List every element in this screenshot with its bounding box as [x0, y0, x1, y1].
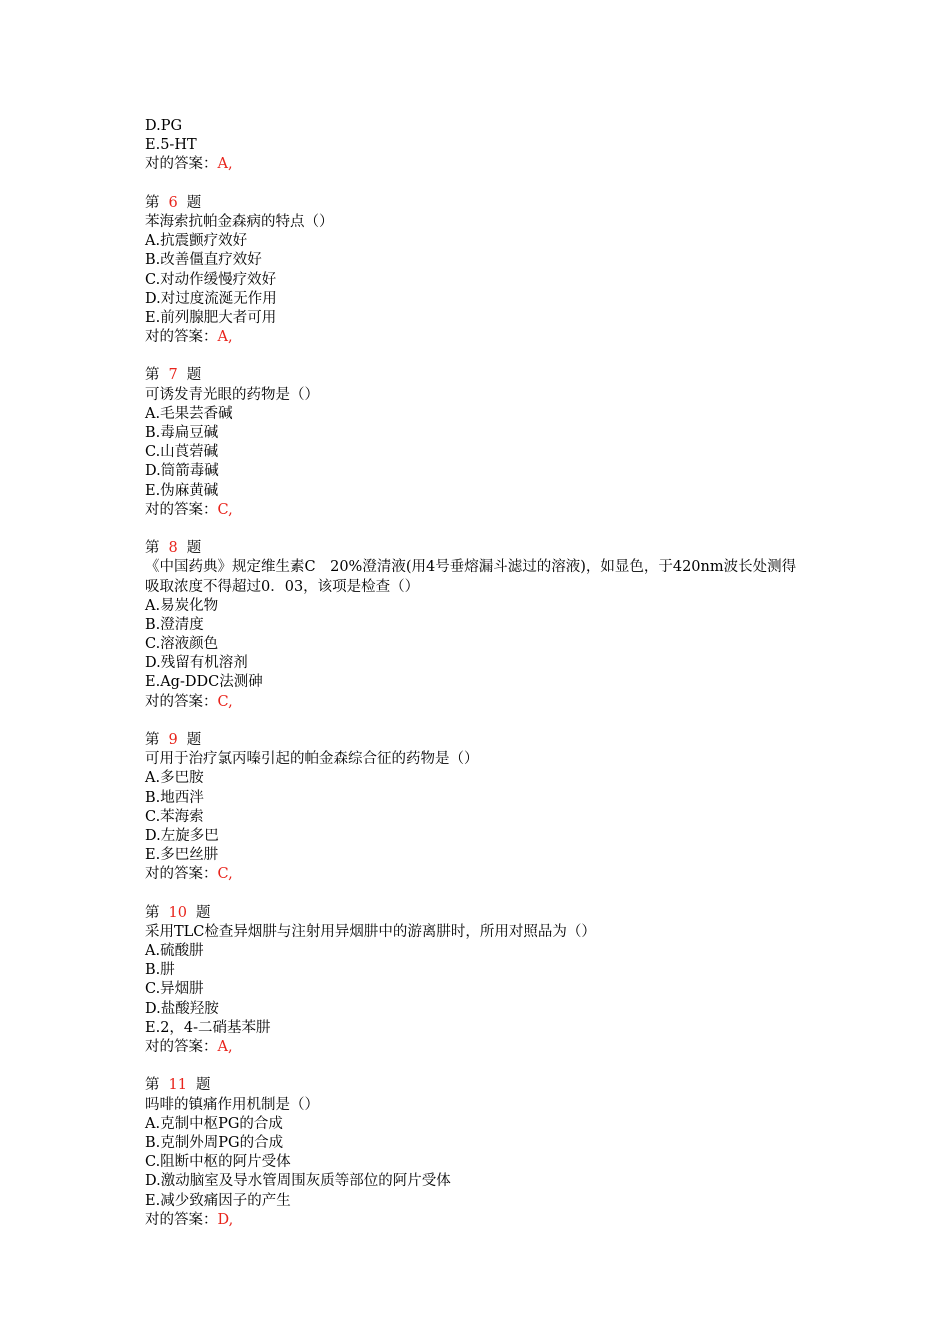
- option-line: B.毒扁豆碱: [145, 425, 219, 441]
- spacer: [145, 712, 845, 731]
- question-number: 10: [168, 904, 187, 921]
- question-stem: 苯海索抗帕金森病的特点（）: [145, 213, 334, 230]
- question-word-after: 题: [195, 1077, 211, 1094]
- question-word-before: 第: [145, 194, 160, 211]
- spacer: [145, 520, 845, 539]
- question-stem: 采用TLC检查异烟肼与注射用异烟肼中的游离肼时，所用对照品为（）: [145, 923, 596, 940]
- question-block: [145, 1076, 845, 1230]
- answer-label: 对的答案：: [145, 693, 218, 710]
- option-line: D.残留有机溶剂: [145, 655, 248, 672]
- question-number: 8: [168, 540, 178, 557]
- option-line: C.溶液颜色: [145, 636, 219, 653]
- question-word-before: 第: [145, 1077, 160, 1094]
- option-line: E.Ag-DDC法测砷: [145, 674, 263, 691]
- option-line: E.2，4-二硝基苯肼: [145, 1019, 271, 1036]
- lead-block: [145, 117, 845, 175]
- question-heading: [145, 194, 845, 213]
- option-line: E.5-HT: [145, 137, 197, 154]
- question-word-before: 第: [145, 904, 160, 921]
- question-block: [145, 539, 845, 712]
- question-word-before: 第: [145, 367, 160, 384]
- answer-value: C,: [217, 693, 233, 710]
- answer-label: 对的答案：: [145, 866, 218, 883]
- option-line: A.毛果芸香碱: [145, 405, 233, 422]
- question-number: 11: [168, 1077, 187, 1094]
- option-line: B.克制外周PG的合成: [145, 1134, 284, 1151]
- question-number: 9: [168, 732, 178, 749]
- option-line: B.地西泮: [145, 789, 204, 806]
- question-stem: 《中国药典》规定维生素C 20%澄清液(用4号垂熔漏斗滤过的溶液)，如显色，于420nm波长处测得吸取浓度不得超过0．03，该项是检查（）: [145, 559, 797, 595]
- question-stem: 吗啡的镇痛作用机制是（）: [145, 1096, 319, 1113]
- answer-line: [145, 1211, 845, 1230]
- option-line: A.克制中枢PG的合成: [145, 1115, 283, 1132]
- answer-line: [145, 155, 845, 174]
- answer-value: A,: [217, 329, 233, 346]
- option-line: A.易炭化物: [145, 597, 219, 614]
- answer-value: D,: [217, 1211, 234, 1228]
- answer-line: [145, 328, 845, 347]
- answer-line: [145, 693, 845, 712]
- question-block: [145, 731, 845, 885]
- answer-value: A,: [217, 156, 233, 173]
- question-stem: 可诱发青光眼的药物是（）: [145, 386, 319, 403]
- question-number: 6: [168, 194, 178, 211]
- question-heading: [145, 539, 845, 558]
- answer-label: 对的答案：: [145, 501, 218, 518]
- answer-line: [145, 1038, 845, 1057]
- question-word-after: 题: [195, 904, 211, 921]
- answer-value: C,: [217, 501, 233, 518]
- question-block: [145, 904, 845, 1058]
- question-word-after: 题: [186, 367, 202, 384]
- option-line: A.硫酸肼: [145, 943, 204, 960]
- option-line: D.对过度流涎无作用: [145, 290, 277, 307]
- spacer: [145, 1057, 845, 1076]
- option-line: E.前列腺肥大者可用: [145, 309, 277, 326]
- option-line: D.PG: [145, 118, 183, 134]
- question-word-after: 题: [186, 732, 202, 749]
- option-line: E.减少致痛因子的产生: [145, 1192, 291, 1209]
- spacer: [145, 347, 845, 366]
- question-heading: [145, 731, 845, 750]
- option-line: B.改善僵直疗效好: [145, 252, 262, 269]
- option-line: D.左旋多巴: [145, 827, 219, 844]
- option-line: D.激动脑室及导水管周围灰质等部位的阿片受体: [145, 1173, 451, 1190]
- answer-line: [145, 865, 845, 884]
- question-word-before: 第: [145, 540, 160, 557]
- option-line: A.抗震颤疗效好: [145, 233, 248, 250]
- answer-line: [145, 501, 845, 520]
- option-line: C.阻断中枢的阿片受体: [145, 1154, 291, 1171]
- question-stem: 可用于治疗氯丙嗪引起的帕金森综合征的药物是（）: [145, 751, 479, 768]
- option-line: C.异烟肼: [145, 981, 204, 998]
- option-line: E.多巴丝肼: [145, 847, 219, 864]
- question-heading: [145, 1076, 845, 1095]
- option-line: A.多巴胺: [145, 770, 204, 787]
- option-line: C.苯海索: [145, 808, 204, 825]
- answer-value: A,: [217, 1039, 233, 1056]
- option-line: D.筒箭毒碱: [145, 463, 219, 480]
- question-block: [145, 366, 845, 520]
- question-heading: [145, 366, 845, 385]
- question-word-before: 第: [145, 732, 160, 749]
- answer-label: 对的答案：: [145, 329, 218, 346]
- option-line: D.盐酸羟胺: [145, 1000, 219, 1017]
- question-word-after: 题: [186, 540, 202, 557]
- document-body: [145, 117, 845, 1230]
- option-line: C.对动作缓慢疗效好: [145, 271, 277, 288]
- option-line: E.伪麻黄碱: [145, 482, 219, 499]
- question-number: 7: [168, 367, 178, 384]
- option-line: C.山莨菪碱: [145, 444, 219, 461]
- spacer: [145, 175, 845, 194]
- answer-label: 对的答案：: [145, 156, 218, 173]
- answer-label: 对的答案：: [145, 1039, 218, 1056]
- question-block: [145, 194, 845, 348]
- option-line: B.肼: [145, 962, 175, 979]
- answer-label: 对的答案：: [145, 1211, 218, 1228]
- option-line: B.澄清度: [145, 616, 204, 633]
- question-heading: [145, 904, 845, 923]
- answer-value: C,: [217, 866, 233, 883]
- spacer: [145, 885, 845, 904]
- question-word-after: 题: [186, 194, 202, 211]
